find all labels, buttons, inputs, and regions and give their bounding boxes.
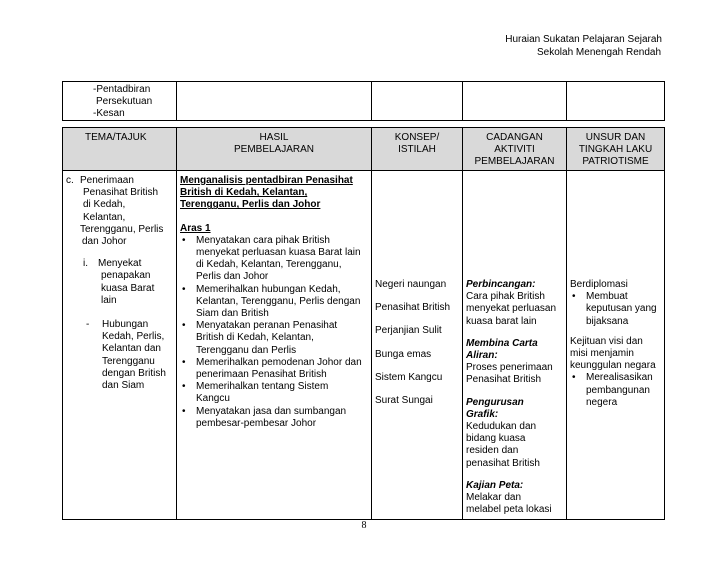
activity-title: Kajian Peta:	[466, 479, 524, 491]
unsur-cell	[567, 171, 665, 520]
empty-cell	[177, 82, 372, 121]
hasil-cell	[177, 171, 372, 520]
activity-desc: Melakar dan melabel peta lokasi	[466, 492, 552, 516]
konsep-term: Sistem Kangcu	[375, 371, 443, 383]
list-item: • Menyatakan peranan Penasihat British di Kedah, Kelantan, Terengganu dan Perlis	[180, 320, 368, 357]
tema-subitem: - Hubungan Kedah, Perlis, Kelantan dan Terengganu dengan British dan Siam	[86, 319, 166, 392]
konsep-term: Surat Sungai	[375, 395, 433, 407]
table-row	[63, 171, 665, 520]
tema-cell	[63, 171, 177, 520]
list-item: • Menyatakan cara pihak British menyekat perluasan kuasa Barat lain di Kedah, Kelantan, Terengganu, Perlis dan Johor	[180, 235, 368, 284]
activity-title: Membina Carta Aliran:	[466, 337, 538, 362]
empty-cell	[372, 82, 463, 121]
value-desc: Kejituan visi dan misi menjamin keunggulan negara	[570, 335, 656, 372]
activity-desc: Proses penerimaan Penasihat British	[466, 362, 553, 386]
konsep-term: Penasihat British	[375, 302, 451, 314]
value-title: Berdiplomasi	[570, 279, 628, 290]
value-list	[570, 291, 661, 328]
konsep-term: Perjanjian Sulit	[375, 325, 442, 337]
col-header-konsep: KONSEP/ ISTILAH	[372, 128, 463, 171]
document-header	[505, 33, 662, 59]
tema-subitem: i. Menyekat penapakan kuasa Barat lain	[83, 258, 155, 306]
page-number: 8	[361, 520, 367, 531]
activity-title: Perbincangan:	[466, 279, 536, 290]
list-item: • Memerihalkan hubungan Kedah, Kelantan, Terengganu, Perlis dengan Siam dan British	[180, 284, 368, 321]
continued-item: -Kesan	[93, 108, 125, 119]
tema-marker: c.	[66, 175, 74, 186]
aras-label: Aras 1	[180, 222, 211, 234]
konsep-term: Negeri naungan	[375, 279, 447, 290]
col-header-cadangan: CADANGAN AKTIVITI PEMBELAJARAN	[463, 128, 567, 171]
hasil-heading: Menganalisis pentadbiran Penasihat British di Kedah, Kelantan, Terengganu, Perlis dan Johor	[180, 175, 353, 211]
hasil-list	[180, 235, 368, 430]
col-header-hasil: HASIL PEMBELAJARAN	[177, 128, 372, 171]
list-item: • Merealisasikan pembangunan negera	[570, 372, 661, 409]
list-item: • Membuat keputusan yang bijaksana	[570, 291, 661, 328]
continued-table	[62, 81, 665, 121]
activity-desc: Kedudukan dan bidang kuasa residen dan penasihat British	[466, 421, 540, 469]
cadangan-cell	[463, 171, 567, 520]
activity-title: Pengurusan Grafik:	[466, 396, 524, 420]
konsep-cell	[372, 171, 463, 520]
empty-cell	[463, 82, 567, 121]
konsep-term: Bunga emas	[375, 348, 432, 360]
continued-tema-cell	[63, 82, 177, 121]
continued-item: Persekutuan	[96, 96, 153, 107]
value-list	[570, 372, 661, 409]
list-item: • Memerihalkan tentang Sistem Kangcu	[180, 381, 368, 405]
col-header-tema: TEMA/TAJUK	[63, 128, 177, 171]
syllabus-table	[62, 127, 665, 520]
list-item: • Menyatakan jasa dan sumbangan pembesar-pembesar Johor	[180, 406, 368, 430]
col-header-unsur: UNSUR DAN TINGKAH LAKU PATRIOTISME	[567, 128, 665, 171]
table-header-row	[63, 128, 665, 171]
header-title: Huraian Sukatan Pelajaran Sejarah	[505, 34, 662, 45]
list-item: • Memerihalkan pemodenan Johor dan penerimaan Penasihat British	[180, 357, 368, 381]
empty-cell	[567, 82, 665, 121]
continued-item: -Pentadbiran	[93, 84, 151, 95]
activity-desc: Cara pihak British menyekat perluasan kuasa barat lain	[466, 291, 557, 327]
tema-title: Penerimaan Penasihat British di Kedah, Kelantan, Terengganu, Perlis dan Johor	[80, 175, 164, 248]
header-subtitle: Sekolah Menengah Rendah	[537, 47, 661, 58]
